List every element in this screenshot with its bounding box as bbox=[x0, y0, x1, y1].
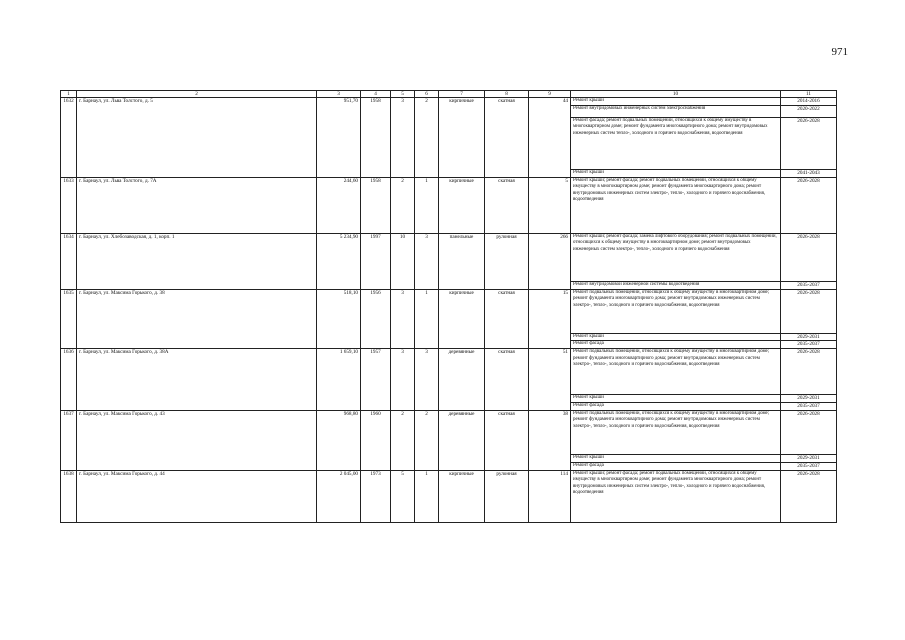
record-floors: 10 bbox=[391, 233, 415, 289]
record-entrances: 3 bbox=[415, 233, 439, 289]
record-residents: 114 bbox=[529, 470, 571, 522]
record-wall-material: кирпичные bbox=[439, 289, 485, 349]
record-address: г. Барнаул, ул. Хлебозаводская, д. 1, корп. 1 bbox=[77, 233, 317, 289]
record-area: 2 045,00 bbox=[317, 470, 361, 522]
table-row bbox=[61, 289, 837, 333]
record-work-period: 2041-2043 bbox=[781, 169, 837, 177]
record-residents: 51 bbox=[529, 349, 571, 411]
record-work-period: 2026-2028 bbox=[781, 289, 837, 333]
record-work-type: Ремонт внутридомовых инженерных систем электроснабжения bbox=[571, 105, 781, 117]
record-wall-material: деревянные bbox=[439, 411, 485, 471]
record-floors: 5 bbox=[391, 470, 415, 522]
record-floors: 2 bbox=[391, 411, 415, 471]
record-residents: 15 bbox=[529, 289, 571, 349]
column-number: 10 bbox=[571, 91, 781, 98]
record-entrances: 2 bbox=[415, 411, 439, 471]
record-roof-type: скатная bbox=[485, 289, 529, 349]
record-year: 1956 bbox=[361, 289, 391, 349]
record-year: 1997 bbox=[361, 233, 391, 289]
record-work-period: 2035-2037 bbox=[781, 341, 837, 349]
record-floors: 3 bbox=[391, 98, 415, 178]
record-residents: 44 bbox=[529, 98, 571, 178]
record-number: 1638 bbox=[61, 470, 77, 522]
record-work-period: 2014-2016 bbox=[781, 98, 837, 106]
record-work-period: 2026-2028 bbox=[781, 117, 837, 169]
record-year: 1973 bbox=[361, 470, 391, 522]
column-number: 8 bbox=[485, 91, 529, 98]
record-work-period: 2026-2028 bbox=[781, 233, 837, 281]
record-entrances: 2 bbox=[415, 98, 439, 178]
record-address: г. Барнаул, ул. Максима Горького, д. 43 bbox=[77, 411, 317, 471]
record-work-type: Ремонт крыши bbox=[571, 395, 781, 403]
record-address: г. Барнаул, ул. Максима Горького, д. 38А bbox=[77, 349, 317, 411]
record-wall-material: кирпичные bbox=[439, 470, 485, 522]
record-number: 1635 bbox=[61, 289, 77, 349]
record-year: 1958 bbox=[361, 177, 391, 233]
record-entrances: 1 bbox=[415, 177, 439, 233]
record-roof-type: скатная bbox=[485, 98, 529, 178]
record-residents: 266 bbox=[529, 233, 571, 289]
record-work-period: 2026-2028 bbox=[781, 349, 837, 395]
column-number: 3 bbox=[317, 91, 361, 98]
table-row bbox=[61, 349, 837, 395]
record-area: 518,10 bbox=[317, 289, 361, 349]
table-row bbox=[61, 233, 837, 281]
record-residents: 5 bbox=[529, 177, 571, 233]
record-area: 1 659,10 bbox=[317, 349, 361, 411]
record-work-type: Ремонт фасада; ремонт подвальных помещений, относящихся к общему имуществу в многоквартирном доме; ремонт фундамента многоквартирного дома; ремонт внутридомовых инженерных систем тепло-, холодного и горячего водоснабжения, водоотведения bbox=[571, 117, 781, 169]
record-work-period: 2035-2037 bbox=[781, 281, 837, 289]
record-residents: 38 bbox=[529, 411, 571, 471]
table-row bbox=[61, 98, 837, 106]
record-address: г. Барнаул, ул. Льва Толстого, д. 7А bbox=[77, 177, 317, 233]
table-row bbox=[61, 411, 837, 455]
record-area: 244,60 bbox=[317, 177, 361, 233]
record-address: г. Барнаул, ул. Льва Толстого, д. 5 bbox=[77, 98, 317, 178]
record-work-period: 2029-2031 bbox=[781, 333, 837, 341]
record-year: 1957 bbox=[361, 349, 391, 411]
column-number: 4 bbox=[361, 91, 391, 98]
record-wall-material: кирпичные bbox=[439, 98, 485, 178]
table-row bbox=[61, 177, 837, 233]
record-address: г. Барнаул, ул. Максима Горького, д. 44 bbox=[77, 470, 317, 522]
record-entrances: 3 bbox=[415, 349, 439, 411]
record-work-type: Ремонт подвальных помещений, относящихся к общему имуществу в многоквартирном доме; ремонт фундамента многоквартирного дома; ремонт внутридомовых инженерных систем электро-, тепло-, холодного и горячего водоснабжения, водоотведения bbox=[571, 289, 781, 333]
record-work-type: Ремонт крыши bbox=[571, 169, 781, 177]
column-number: 2 bbox=[77, 91, 317, 98]
record-work-period: 2029-2031 bbox=[781, 455, 837, 463]
record-work-period: 2035-2037 bbox=[781, 462, 837, 470]
record-work-type: Ремонт крыши bbox=[571, 333, 781, 341]
record-wall-material: кирпичные bbox=[439, 177, 485, 233]
record-work-type: Ремонт крыши bbox=[571, 98, 781, 106]
record-year: 1960 bbox=[361, 411, 391, 471]
record-area: 968,80 bbox=[317, 411, 361, 471]
capital-repair-table bbox=[60, 90, 837, 523]
record-roof-type: рулонная bbox=[485, 470, 529, 522]
record-wall-material: панельные bbox=[439, 233, 485, 289]
record-year: 1958 bbox=[361, 98, 391, 178]
table-row bbox=[61, 470, 837, 522]
record-work-period: 2035-2037 bbox=[781, 403, 837, 411]
column-number: 11 bbox=[781, 91, 837, 98]
record-work-period: 2026-2028 bbox=[781, 177, 837, 233]
record-address: г. Барнаул, ул. Максима Горького, д. 38 bbox=[77, 289, 317, 349]
record-number: 1633 bbox=[61, 177, 77, 233]
record-work-type: Ремонт фасада bbox=[571, 403, 781, 411]
record-work-type: Ремонт крыши; ремонт фасада; замена лифтового оборудования; ремонт подвальных помещений, относящихся к общему имуществу в многоквартирном доме; ремонт внутридомовых инженерных систем электро-, тепло-, холодного и горячего водоснабжения bbox=[571, 233, 781, 281]
record-area: 5 234,90 bbox=[317, 233, 361, 289]
column-number: 6 bbox=[415, 91, 439, 98]
record-work-type: Ремонт фасада bbox=[571, 341, 781, 349]
record-roof-type: скатная bbox=[485, 411, 529, 471]
record-floors: 2 bbox=[391, 177, 415, 233]
record-work-type: Ремонт внутридомовой инженерной системы водоотведения bbox=[571, 281, 781, 289]
record-work-period: 2020-2022 bbox=[781, 105, 837, 117]
record-work-period: 2029-2031 bbox=[781, 395, 837, 403]
column-number-row bbox=[61, 91, 837, 98]
record-work-period: 2026-2028 bbox=[781, 470, 837, 522]
column-number: 9 bbox=[529, 91, 571, 98]
record-number: 1636 bbox=[61, 349, 77, 411]
record-entrances: 1 bbox=[415, 289, 439, 349]
record-number: 1637 bbox=[61, 411, 77, 471]
record-work-type: Ремонт крыши; ремонт фасада; ремонт подвальных помещений, относящихся к общему имуществу в многоквартирном доме; ремонт фундамента многоквартирного дома; ремонт внутридомовых инженерных систем электро-, тепло-, холодного и горячего водоснабжения, водоотведения bbox=[571, 470, 781, 522]
record-roof-type: рулонная bbox=[485, 233, 529, 289]
column-number: 7 bbox=[439, 91, 485, 98]
record-roof-type: скатная bbox=[485, 177, 529, 233]
column-number: 5 bbox=[391, 91, 415, 98]
record-number: 1634 bbox=[61, 233, 77, 289]
record-work-type: Ремонт подвальных помещений, относящихся к общему имуществу в многоквартирном доме; ремонт фундамента многоквартирного дома; ремонт внутридомовых инженерных систем электро-, тепло-, холодного и горячего водоснабжения, водоотведения bbox=[571, 411, 781, 455]
record-work-type: Ремонт крыши bbox=[571, 455, 781, 463]
record-work-type: Ремонт подвальных помещений, относящихся к общему имуществу в многоквартирном доме; ремонт фундамента многоквартирного дома; ремонт внутридомовых инженерных систем электро-, тепло-, холодного и горячего водоснабжения, водоотведения bbox=[571, 349, 781, 395]
record-work-type: Ремонт крыши; ремонт фасада; ремонт подвальных помещений, относящихся к общему имуществу в многоквартирном доме; ремонт фундамента многоквартирного дома; ремонт внутридомовых инженерных систем электро-, тепло-, холодного и горячего водоснабжения, водоотведения bbox=[571, 177, 781, 233]
record-number: 1632 bbox=[61, 98, 77, 178]
record-roof-type: скатная bbox=[485, 349, 529, 411]
record-wall-material: деревянные bbox=[439, 349, 485, 411]
record-entrances: 1 bbox=[415, 470, 439, 522]
record-floors: 3 bbox=[391, 349, 415, 411]
record-area: 951,70 bbox=[317, 98, 361, 178]
page-number: 971 bbox=[831, 46, 848, 58]
record-floors: 3 bbox=[391, 289, 415, 349]
column-number: 1 bbox=[61, 91, 77, 98]
record-work-type: Ремонт фасада bbox=[571, 462, 781, 470]
record-work-period: 2026-2028 bbox=[781, 411, 837, 455]
